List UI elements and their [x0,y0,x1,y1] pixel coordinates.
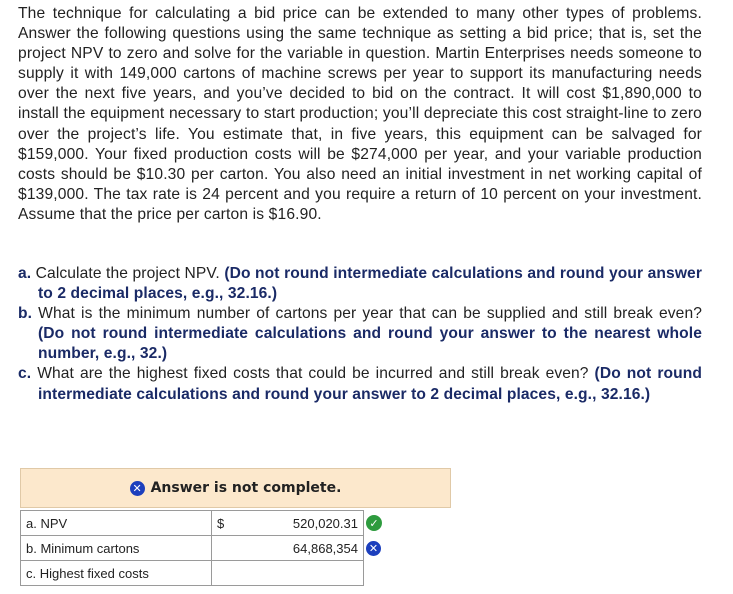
x-circle-icon: ✕ [130,481,145,496]
question-a [18,264,702,304]
banner-text: Answer is not complete. [150,480,342,496]
question-text: Calculate the project NPV. [31,265,225,282]
answer-label: a. NPV [21,511,212,536]
table-row [21,511,390,536]
question-note: (Do not round intermediate calculations and round your answer to 2 decimal places, e.g., 32.16.) [38,365,702,403]
currency-sign: $ [212,511,231,536]
answer-label: b. Minimum cartons [21,536,212,561]
status-cell [364,511,390,536]
currency-sign [212,561,231,586]
problem-statement: The technique for calculating a bid price can be extended to many other types of problems. Answer the following questions using the same technique as setting a bid price; that is, set the project NPV to zero and solve for the variable in question. Martin Enterprises needs someone to supply it with 149,000 cartons of machine screws per year to support its manufacturing needs over the next five years, and you’ve decided to bid on the contract. It will cost $1,890,000 to install the equipment necessary to start production; you’ll depreciate this cost straight-line to zero over the project’s life. You estimate that, in five years, this equipment can be salvaged for $159,000. Your fixed production costs will be $274,000 per year, and your variable production costs should be $10.30 per carton. You also need an initial investment in net working capital of $139,000. The tax rate is 24 percent and you require a return of 10 percent on your investment. Assume that the price per carton is $16.90. [18,5,702,223]
answer-label: c. Highest fixed costs [21,561,212,586]
table-row [21,536,390,561]
npv-input[interactable] [230,511,364,536]
question-letter: b. [18,305,33,323]
check-circle-icon: ✓ [366,515,382,531]
answer-table [20,510,390,586]
question-list [18,264,702,405]
x-circle-icon: ✕ [366,541,381,556]
table-row [21,561,390,586]
question-b [18,304,702,364]
status-cell [364,536,390,561]
currency-sign [212,536,231,561]
question-letter: a. [18,265,32,282]
answer-value: 64,868,354 [292,540,358,556]
answer-status-banner [20,468,451,508]
question-note: (Do not round intermediate calculations and round your answer to the nearest whole number, e.g., 32.) [38,325,702,363]
status-cell [364,561,390,586]
question-note: (Do not round intermediate calculations and round your answer to 2 decimal places, e.g., 32.16.) [38,265,703,303]
minimum-cartons-input[interactable] [230,536,364,561]
highest-fixed-costs-input[interactable] [230,561,364,586]
question-letter: c. [18,365,32,383]
question-c [18,364,702,404]
question-text: What is the minimum number of cartons per year that can be supplied and still break even? [32,305,702,323]
question-text: What are the highest fixed costs that could be incurred and still break even? [31,365,595,383]
answer-value: 520,020.31 [292,515,358,531]
